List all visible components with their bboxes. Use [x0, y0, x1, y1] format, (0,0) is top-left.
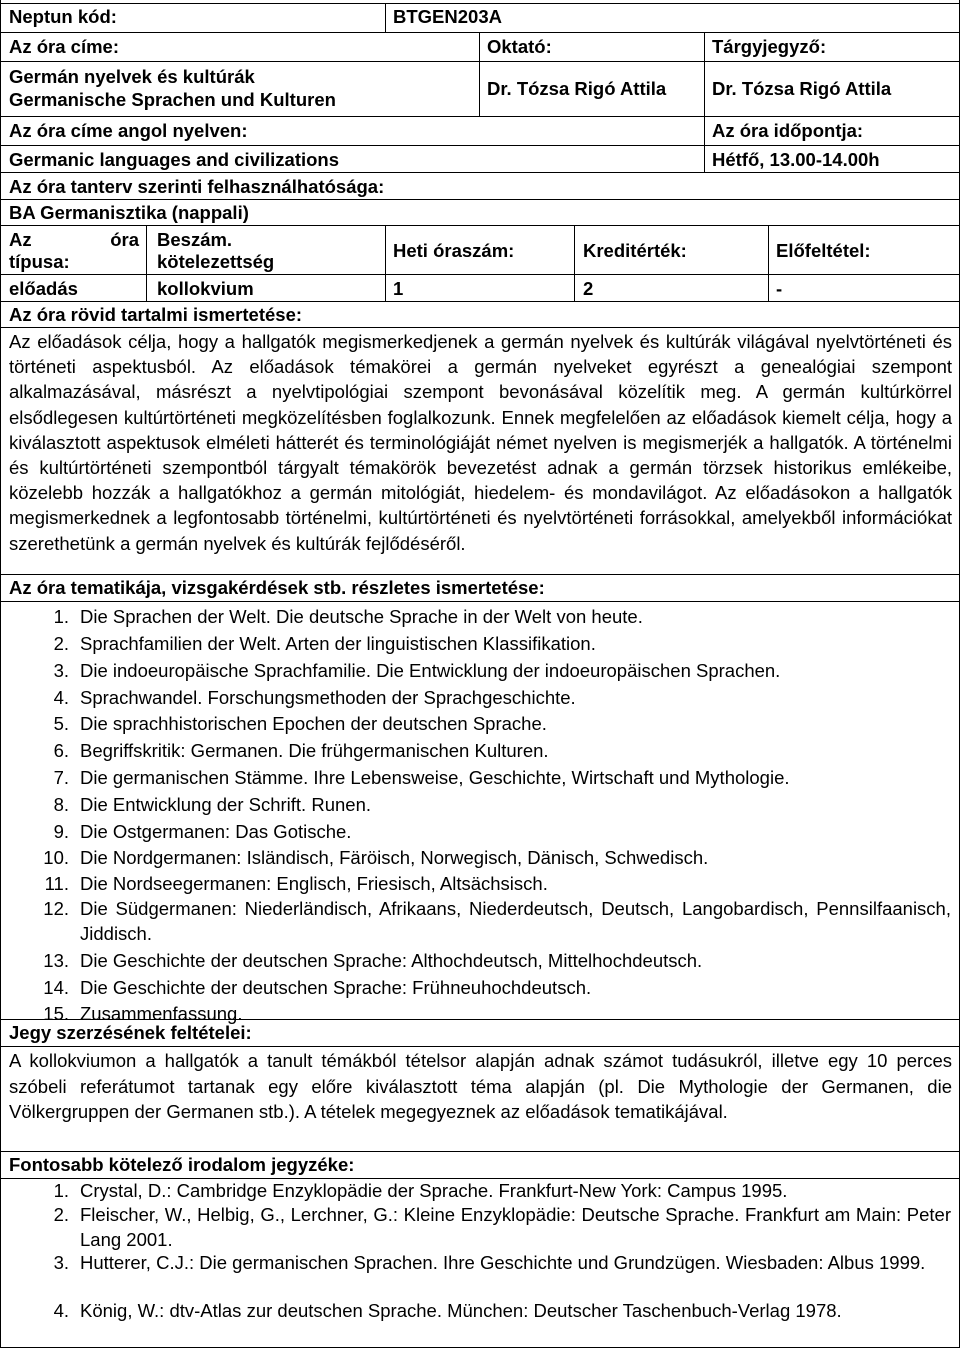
list-item-text: Die Nordseegermanen: Englisch, Friesisch, Altsächsisch.: [80, 873, 548, 894]
list-item-text: Sprachwandel. Forschungsmethoden der Sprachgeschichte.: [80, 687, 576, 708]
list-item-text: Crystal, D.: Cambridge Enzyklopädie der Sprache. Frankfurt-New York: Campus 1995.: [80, 1180, 788, 1201]
table-border: [1, 145, 959, 146]
list-item-text: Die sprachhistorischen Epochen der deutschen Sprache.: [80, 713, 547, 734]
grading-heading: Jegy szerzésének feltételei:: [9, 1022, 252, 1043]
table-border: [1, 199, 959, 200]
table-border: [1, 172, 959, 173]
topics-heading: Az óra tematikája, vizsgakérdések stb. részletes ismertetése:: [9, 577, 545, 598]
list-item-text: Die Nordgermanen: Isländisch, Färöisch, Norwegisch, Dänisch, Schwedisch.: [80, 847, 709, 868]
list-item-text: Zusammenfassung.: [80, 1003, 243, 1024]
list-item-text: Die Geschichte der deutschen Sprache: Frühneuhochdeutsch.: [80, 977, 592, 998]
table-border: [1, 574, 959, 575]
list-item-text: Die indoeuropäische Sprachfamilie. Die Entwicklung der indoeuropäischen Sprachen.: [80, 660, 781, 681]
course-type-label-line2: típusa:: [9, 251, 70, 272]
neptun-code-value: BTGEN203A: [393, 6, 502, 27]
list-item-number: 14.: [43, 977, 69, 998]
credits-value: 2: [583, 278, 594, 299]
table-border: [1, 1347, 959, 1348]
requirement-value: kollokvium: [157, 278, 254, 299]
table-border: [768, 225, 769, 301]
list-item-text: Die Sprachen der Welt. Die deutsche Sprache in der Welt von heute.: [80, 606, 643, 627]
list-item-text: Fleischer, W., Helbig, G., Lerchner, G.: Kleine Enzyklopädie: Deutsche Sprache. Frankfurt am Main: Peter Lang 2001.: [80, 1204, 951, 1250]
list-item-number: 3.: [53, 1252, 69, 1273]
list-item-text: Begriffskritik: Germanen. Die frühgermanischen Kulturen.: [80, 740, 549, 761]
neptun-code-label: Neptun kód:: [9, 6, 117, 27]
list-item-text: Die germanischen Stämme. Ihre Lebensweise, Geschichte, Wirtschaft und Mythologie.: [80, 767, 790, 788]
list-item-number: 4.: [53, 1300, 69, 1321]
summary-heading: Az óra rövid tartalmi ismertetése:: [9, 304, 303, 325]
table-border: [479, 32, 480, 116]
usability-label: Az óra tanterv szerinti felhasználhatósága:: [9, 176, 385, 197]
grading-text: A kollokviumon a hallgatók a tanult témákból tételsor alapján adnak számot tudásukról, illetve egy 10 perces szóbeli referátumot tartanak egy előre kiválasztott téma alapján (pl. Die Mythologie der Germanen, die Völkergruppen der Germanen stb.). A tételek megegyeznek az előadások tematikájával.: [9, 1050, 952, 1122]
list-item-number: 11.: [44, 873, 69, 894]
list-item-number: 3.: [53, 660, 69, 681]
english-title-label: Az óra címe angol nyelven:: [9, 120, 248, 141]
list-item-text: Hutterer, C.J.: Die germanischen Sprachen. Ihre Geschichte und Grundzügen. Wiesbaden: Albus 1999.: [80, 1252, 926, 1273]
list-item-number: 13.: [43, 950, 69, 971]
list-item-number: 4.: [53, 687, 69, 708]
table-border: [1, 274, 959, 275]
list-item-text: Die Geschichte der deutschen Sprache: Althochdeutsch, Mittelhochdeutsch.: [80, 950, 703, 971]
usability-value: BA Germanisztika (nappali): [9, 202, 249, 223]
prerequisite-value: -: [776, 278, 783, 299]
prerequisite-label: Előfeltétel:: [776, 240, 871, 261]
table-border: [1, 301, 959, 302]
table-border: [1, 327, 959, 328]
list-item-text: Die Südgermanen: Niederländisch, Afrikaans, Niederdeutsch, Deutsch, Langobardisch, Pennsilfaanisch, Jiddisch.: [80, 898, 951, 944]
list-item-number: 1.: [53, 1180, 69, 1201]
course-time-label: Az óra időpontja:: [712, 120, 864, 141]
summary-text: Az előadások célja, hogy a hallgatók megismerkedjenek a germán nyelvek és kultúrák világával nyelvtörténeti és történeti aspektusból. Az előadások témakörei a germán nyelveket egyrészt a genealógiai szempont alkalmazásával, másrészt a nyelvtipológiai szempont bevonásával közelítik meg. A germán kultúrkörrel elsődlegesen kultúrtörténeti megközelítésben foglalkozunk. Ennek megfelelően az előadások kiemelt célja, hogy a kiválasztott aspektusok elméleti hátterét és terminológiáját német nyelven is megismerjék a hallgatók. A történelmi és kultúrtörténeti szempontból tárgyalt témakörök bevezetést adnak a germán törzsek historikus emlékeibe, közelebb hozzák a hallgatókhoz a germán mitológiát, hiedelem- és mondavilágot. Az előadásokon a hallgatók megismerkednek a legfontosabb történelmi, kultúrtörténeti és nyelvtörténeti forrásokkal, amelyekből információkat szerethetünk a germán nyelvek és kultúrák fejlődéséről.: [9, 331, 952, 554]
course-type-label-line1: Az óra: [9, 229, 139, 250]
english-title: Germanic languages and civilizations: [9, 149, 340, 170]
requirement-label-line2: kötelezettség: [157, 251, 275, 272]
table-border: [146, 225, 147, 301]
list-item-text: König, W.: dtv-Atlas zur deutschen Sprache. München: Deutscher Taschenbuch-Verlag 1978.: [80, 1300, 842, 1321]
list-item-text: Sprachfamilien der Welt. Arten der linguistischen Klassifikation.: [80, 633, 596, 654]
course-title-line2: Germanische Sprachen und Kulturen: [9, 89, 336, 110]
course-title-line1: Germán nyelvek és kultúrák: [9, 66, 255, 87]
table-border: [1, 3, 959, 4]
table-border: [1, 1151, 959, 1152]
examiner-label: Tárgyjegyző:: [712, 36, 827, 57]
table-border: [1, 601, 959, 602]
course-time-value: Hétfő, 13.00-14.00h: [712, 149, 880, 170]
list-item-number: 12.: [43, 898, 69, 919]
weekly-hours-value: 1: [393, 278, 404, 299]
table-border: [385, 225, 386, 301]
examiner-name: Dr. Tózsa Rigó Attila: [712, 78, 892, 99]
table-border: [1, 32, 959, 33]
list-item-number: 1.: [53, 606, 69, 627]
course-title-label: Az óra címe:: [9, 36, 120, 57]
table-border: [385, 3, 386, 32]
list-item-number: 8.: [53, 794, 69, 815]
list-item-number: 6.: [53, 740, 69, 761]
table-border: [1, 116, 959, 117]
instructor-name: Dr. Tózsa Rigó Attila: [487, 78, 667, 99]
table-border: [574, 225, 575, 301]
list-item-number: 7.: [53, 767, 69, 788]
table-border: [1, 61, 959, 62]
table-border: [1, 1046, 959, 1047]
list-item-number: 5.: [53, 713, 69, 734]
weekly-hours-label: Heti óraszám:: [393, 240, 515, 261]
instructor-label: Oktató:: [487, 36, 552, 57]
list-item-number: 2.: [53, 633, 69, 654]
list-item-number: 10.: [43, 847, 69, 868]
credits-label: Kreditérték:: [583, 240, 687, 261]
list-item-number: 15.: [43, 1003, 69, 1024]
table-border: [704, 32, 705, 172]
list-item-number: 2.: [53, 1204, 69, 1225]
list-item-text: Die Entwicklung der Schrift. Runen.: [80, 794, 371, 815]
requirement-label-line1: Beszám.: [157, 229, 233, 250]
course-type-value: előadás: [9, 278, 78, 299]
list-item-number: 9.: [53, 821, 69, 842]
table-border: [1, 225, 959, 226]
literature-heading: Fontosabb kötelező irodalom jegyzéke:: [9, 1154, 355, 1175]
list-item-text: Die Ostgermanen: Das Gotische.: [80, 821, 352, 842]
